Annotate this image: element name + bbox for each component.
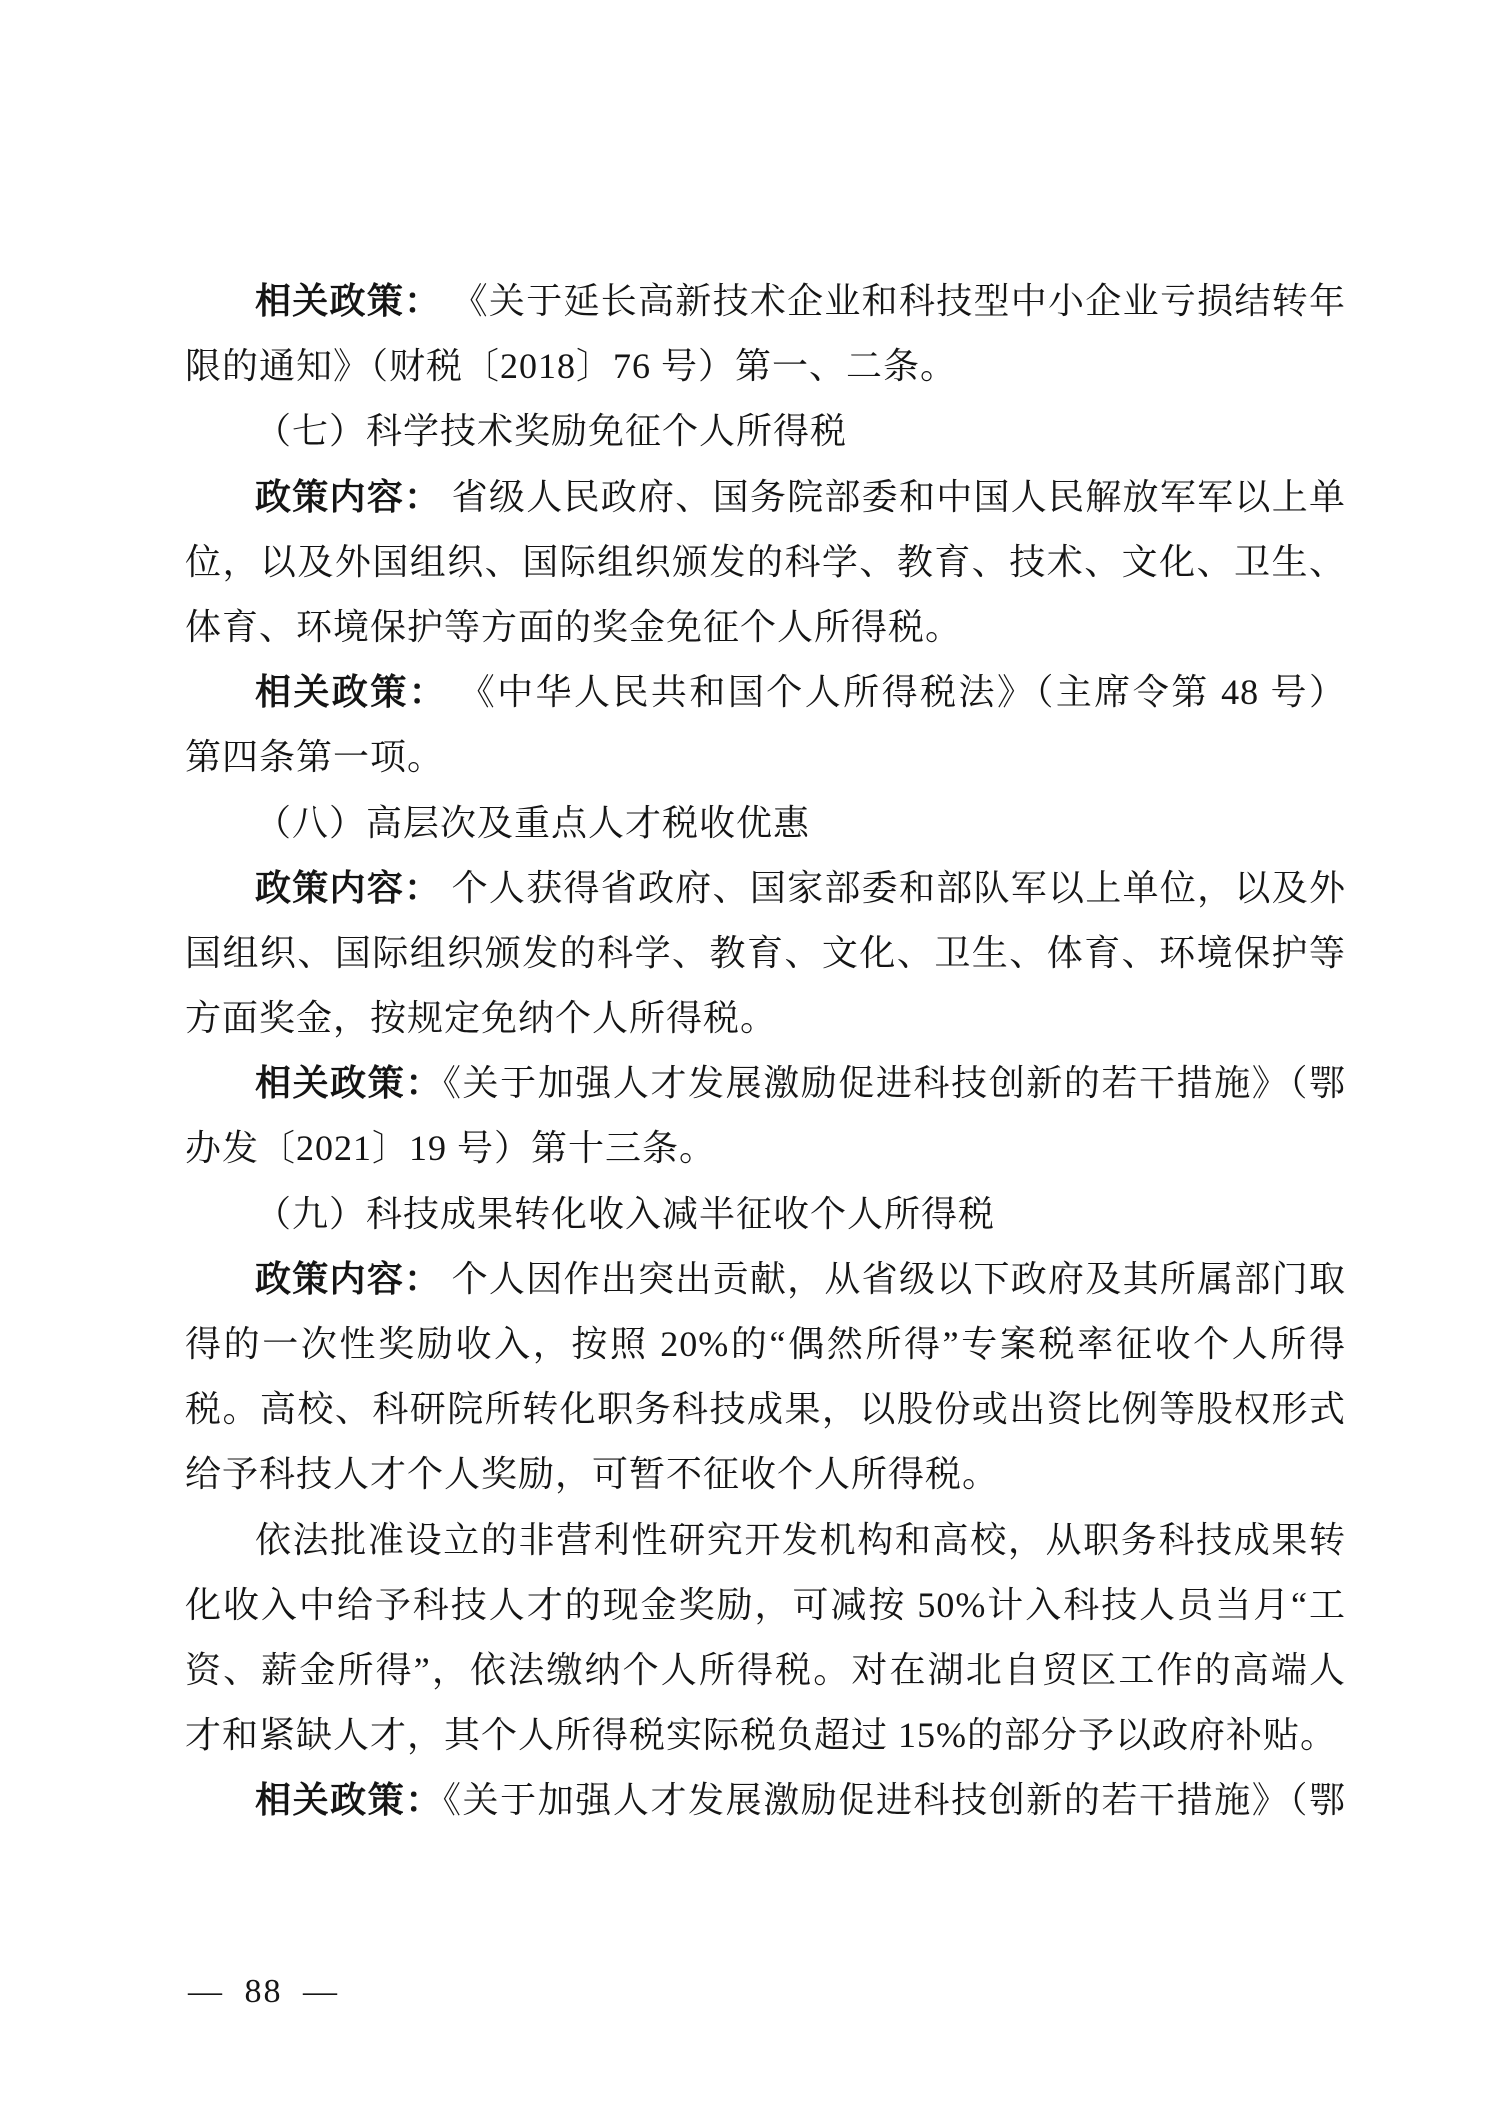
text-line — [185, 1508, 1346, 1573]
text-line — [185, 1768, 1346, 1833]
text-run: 第四条第一项。 — [185, 737, 445, 778]
bold-label: 相关政策： — [255, 1780, 443, 1821]
bold-label: 相关政策： — [255, 281, 442, 321]
document-body — [185, 269, 1346, 1834]
text-line — [185, 1312, 1346, 1377]
text-run: 《关于加强人才发展激励促进科技创新的若干措施》（鄂 — [442, 1063, 1346, 1104]
text-line — [185, 660, 1346, 725]
bold-label: 政策内容： — [255, 867, 442, 908]
bold-label: 相关政策： — [255, 672, 448, 713]
text-run: 税。高校、科研院所转化职务科技成果，以股份或出资比例等股权形式 — [185, 1389, 1346, 1430]
bold-label: 政策内容： — [255, 1258, 442, 1299]
text-run: 《关于加强人才发展激励促进科技创新的若干措施》（鄂 — [442, 1780, 1346, 1821]
text-line — [185, 1442, 1346, 1507]
text-line — [185, 1377, 1346, 1442]
text-run: 得的一次性奖励收入，按照 20%的“偶然所得”专案税率征收个人所得 — [185, 1324, 1346, 1364]
text-line — [185, 1573, 1346, 1638]
text-run: 方面奖金，按规定免纳个人所得税。 — [185, 998, 778, 1039]
text-line — [185, 1247, 1346, 1312]
text-line — [185, 791, 1346, 856]
text-line — [185, 334, 1346, 399]
text-line — [185, 399, 1346, 464]
text-line — [185, 1638, 1346, 1703]
text-line — [185, 986, 1346, 1051]
bold-label: 相关政策： — [255, 1063, 443, 1104]
text-run: （九）科技成果转化收入减半征收个人所得税 — [255, 1193, 996, 1234]
text-run: 办发〔2021〕19 号）第十三条。 — [185, 1128, 717, 1169]
text-run: 《中华人民共和国个人所得税法》（主席令第 48 号） — [447, 672, 1346, 713]
text-run: 国组织、国际组织颁发的科学、教育、文化、卫生、体育、环境保护等 — [185, 932, 1346, 973]
text-line — [185, 1182, 1346, 1247]
page-number: — 88 — — [188, 1973, 339, 2010]
text-line — [185, 269, 1346, 334]
text-line — [185, 725, 1346, 790]
text-run: 体育、环境保护等方面的奖金免征个人所得税。 — [185, 606, 963, 647]
text-line — [185, 530, 1346, 595]
text-run: 化收入中给予科技人才的现金奖励，可减按 50%计入科技人员当月“工 — [185, 1584, 1346, 1625]
text-line — [185, 1703, 1346, 1768]
text-line — [185, 1051, 1346, 1116]
text-run: 位，以及外国组织、国际组织颁发的科学、教育、技术、文化、卫生、 — [185, 541, 1346, 582]
text-run: 依法批准设立的非营利性研究开发机构和高校，从职务科技成果转 — [255, 1519, 1346, 1560]
text-run: （七）科学技术奖励免征个人所得税 — [255, 411, 848, 452]
text-run: 给予科技人才个人奖励，可暂不征收个人所得税。 — [185, 1454, 1000, 1495]
text-run: 资、薪金所得”，依法缴纳个人所得税。对在湖北自贸区工作的高端人 — [185, 1649, 1346, 1690]
text-run: 《关于延长高新技术企业和科技型中小企业亏损结转年 — [441, 281, 1346, 321]
text-line — [185, 465, 1346, 530]
text-run: 限的通知》（财税〔2018〕76 号）第一、二条。 — [185, 346, 958, 387]
text-run: 省级人民政府、国务院部委和中国人民解放军军以上单 — [441, 476, 1346, 517]
text-line — [185, 595, 1346, 660]
text-line — [185, 1116, 1346, 1181]
text-line — [185, 921, 1346, 986]
text-run: （八）高层次及重点人才税收优惠 — [255, 802, 811, 843]
bold-label: 政策内容： — [255, 476, 442, 517]
text-run: 个人获得省政府、国家部委和部队军以上单位，以及外 — [441, 867, 1346, 908]
text-run: 个人因作出突出贡献，从省级以下政府及其所属部门取 — [441, 1258, 1346, 1299]
text-line — [185, 856, 1346, 921]
text-run: 才和紧缺人才，其个人所得税实际税负超过 15%的部分予以政府补贴。 — [185, 1715, 1337, 1756]
